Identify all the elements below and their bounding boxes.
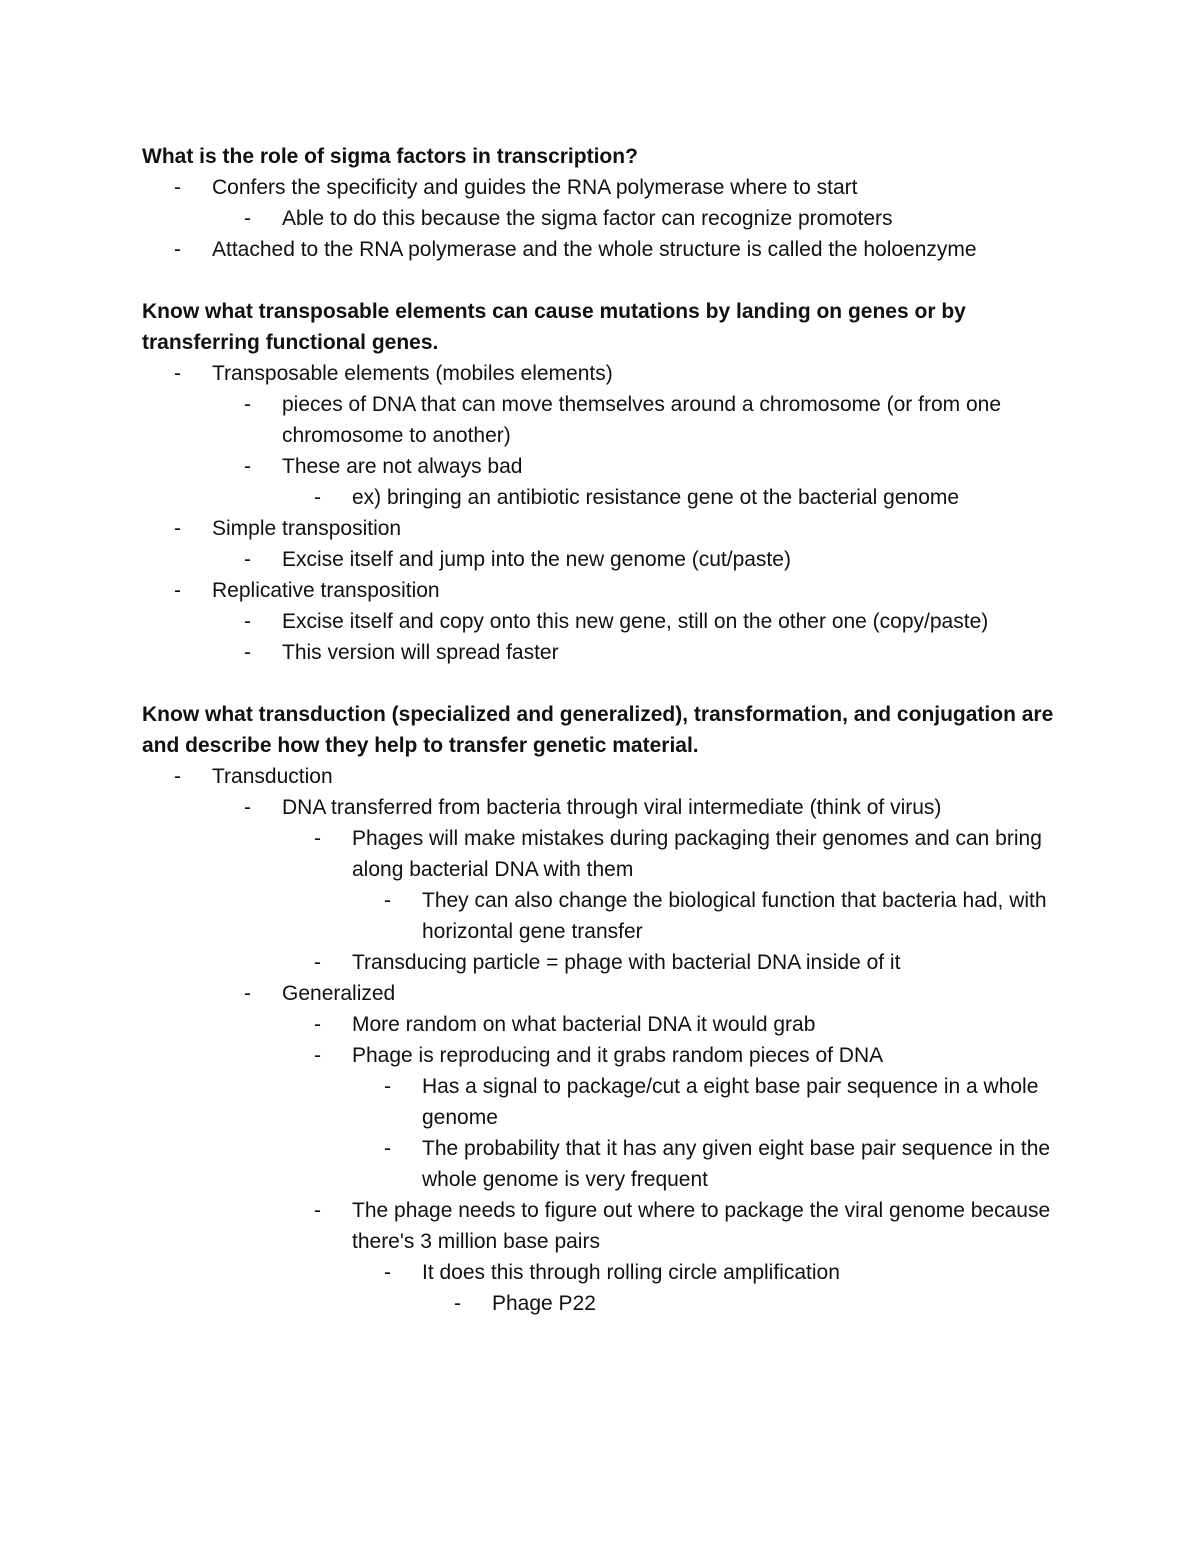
- list-item: [142, 761, 1072, 1319]
- list-item: [282, 947, 1072, 978]
- bullet-dash: -: [244, 610, 251, 633]
- list-item: [142, 513, 1072, 575]
- list-item-text: DNA transferred from bacteria through viral intermediate (think of virus): [282, 796, 942, 819]
- list-item-text: They can also change the biological function that bacteria had, with horizontal gene transfer: [422, 889, 1047, 943]
- section: [142, 699, 1072, 1319]
- list-item: [282, 482, 1072, 513]
- list-item: [282, 1195, 1072, 1319]
- list-item: [282, 1009, 1072, 1040]
- bullet-dash: -: [314, 486, 321, 509]
- list-item: [212, 637, 1072, 668]
- list-item: [212, 203, 1072, 234]
- list-item-text: Confers the specificity and guides the RNA polymerase where to start: [212, 176, 858, 199]
- bullet-dash: -: [244, 982, 251, 1005]
- list-item-text: Generalized: [282, 982, 396, 1005]
- list-item-text: The phage needs to figure out where to package the viral genome because there's 3 million base pairs: [352, 1199, 1051, 1253]
- bullet-dash: -: [454, 1292, 461, 1315]
- bullet-dash: -: [384, 1075, 391, 1098]
- bullet-list: [212, 606, 1072, 668]
- bullet-list: [212, 544, 1072, 575]
- list-item-text: These are not always bad: [282, 455, 523, 478]
- bullet-dash: -: [174, 765, 181, 788]
- list-item-text: Replicative transposition: [212, 579, 440, 602]
- bullet-list: [282, 482, 1072, 513]
- list-item-text: Excise itself and copy onto this new gene, still on the other one (copy/paste): [282, 610, 989, 633]
- bullet-dash: -: [244, 641, 251, 664]
- bullet-dash: -: [174, 362, 181, 385]
- list-item-text: Able to do this because the sigma factor can recognize promoters: [282, 207, 893, 230]
- list-item: [142, 575, 1072, 668]
- bullet-list: [212, 389, 1072, 513]
- bullet-dash: -: [384, 889, 391, 912]
- bullet-dash: -: [244, 455, 251, 478]
- bullet-dash: -: [244, 548, 251, 571]
- list-item: [212, 606, 1072, 637]
- list-item-text: Excise itself and jump into the new genome (cut/paste): [282, 548, 791, 571]
- section: [142, 141, 1072, 265]
- bullet-list: [352, 885, 1072, 947]
- list-item-text: ex) bringing an antibiotic resistance gene ot the bacterial genome: [352, 486, 960, 509]
- bullet-dash: -: [384, 1137, 391, 1160]
- list-item: [352, 1257, 1072, 1319]
- bullet-list: [352, 1257, 1072, 1319]
- list-item-text: Transduction: [212, 765, 333, 788]
- bullet-dash: -: [174, 579, 181, 602]
- bullet-dash: -: [384, 1261, 391, 1284]
- section-heading: What is the role of sigma factors in transcription?: [142, 145, 638, 168]
- list-item-text: Simple transposition: [212, 517, 402, 540]
- bullet-list: [142, 172, 1072, 265]
- document-content: [142, 141, 1072, 1350]
- list-item-text: This version will spread faster: [282, 641, 559, 664]
- list-item-text: Phages will make mistakes during packaging their genomes and can bring along bacterial DNA with them: [352, 827, 1042, 881]
- list-item: [212, 792, 1072, 978]
- list-item: [352, 1071, 1072, 1133]
- list-item: [142, 234, 1072, 265]
- list-item: [282, 823, 1072, 947]
- list-item-text: Attached to the RNA polymerase and the whole structure is called the holoenzyme: [212, 238, 977, 261]
- bullet-dash: -: [314, 951, 321, 974]
- section: [142, 296, 1072, 668]
- list-item-text: Phage P22: [492, 1292, 596, 1315]
- list-item-text: The probability that it has any given eight base pair sequence in the whole genome is very frequent: [422, 1137, 1051, 1191]
- list-item-text: Phage is reproducing and it grabs random pieces of DNA: [352, 1044, 884, 1067]
- bullet-dash: -: [314, 1199, 321, 1222]
- list-item-text: Has a signal to package/cut a eight base pair sequence in a whole genome: [422, 1075, 1039, 1129]
- bullet-dash: -: [174, 238, 181, 261]
- bullet-list: [282, 823, 1072, 978]
- bullet-list: [212, 203, 1072, 234]
- list-item: [352, 885, 1072, 947]
- list-item-text: It does this through rolling circle amplification: [422, 1261, 840, 1284]
- list-item: [212, 451, 1072, 513]
- bullet-dash: -: [174, 517, 181, 540]
- bullet-dash: -: [174, 176, 181, 199]
- list-item: [142, 172, 1072, 234]
- bullet-list: [422, 1288, 1072, 1319]
- bullet-dash: -: [314, 827, 321, 850]
- list-item-text: Transposable elements (mobiles elements): [212, 362, 613, 385]
- list-item-text: pieces of DNA that can move themselves around a chromosome (or from one chromosome to another): [282, 393, 1002, 447]
- bullet-list: [282, 1009, 1072, 1319]
- list-item-text: Transducing particle = phage with bacterial DNA inside of it: [352, 951, 901, 974]
- bullet-dash: -: [244, 393, 251, 416]
- list-item-text: More random on what bacterial DNA it would grab: [352, 1013, 816, 1036]
- list-item: [422, 1288, 1072, 1319]
- bullet-dash: -: [314, 1013, 321, 1036]
- bullet-dash: -: [244, 207, 251, 230]
- section-heading: Know what transposable elements can cause mutations by landing on genes or by transferring functional genes.: [142, 300, 966, 354]
- bullet-list: [212, 792, 1072, 1319]
- list-item: [352, 1133, 1072, 1195]
- list-item: [282, 1040, 1072, 1195]
- bullet-dash: -: [314, 1044, 321, 1067]
- bullet-list: [142, 761, 1072, 1319]
- bullet-list: [352, 1071, 1072, 1195]
- list-item: [212, 978, 1072, 1319]
- list-item: [212, 389, 1072, 451]
- list-item: [212, 544, 1072, 575]
- section-heading: Know what transduction (specialized and generalized), transformation, and conjugation are and describe how they help to transfer genetic material.: [142, 703, 1054, 757]
- bullet-dash: -: [244, 796, 251, 819]
- list-item: [142, 358, 1072, 513]
- bullet-list: [142, 358, 1072, 668]
